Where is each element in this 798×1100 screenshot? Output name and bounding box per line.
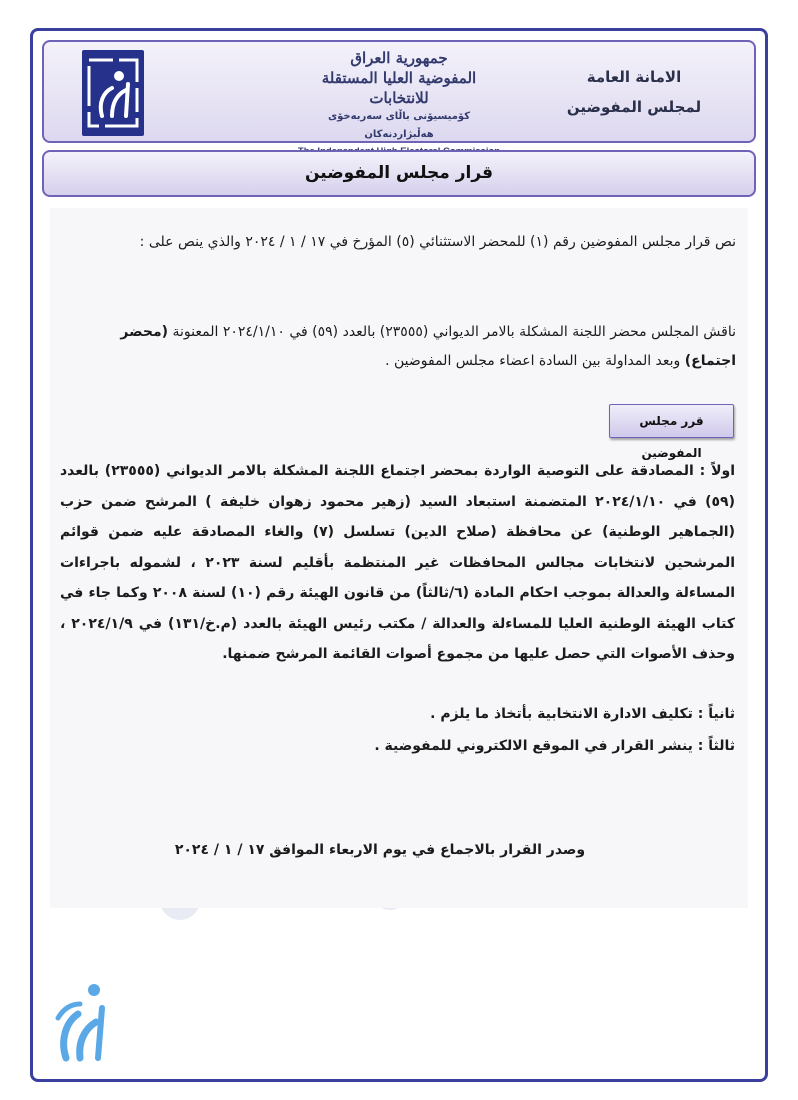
org-arabic-line-1: جمهورية العراق (350, 49, 448, 67)
meeting-minutes-label: (محضر اجتماع) (120, 324, 736, 369)
document-title: قرار مجلس المفوضين (42, 150, 756, 197)
issued-statement: وصدر القرار بالاجماع في يوم الاربعاء الموافق ١٧ / ١ / ٢٠٢٤ (174, 842, 586, 858)
decision-item-third: ثالثاً : ينشر القرار في الموقع الالكتروني للمفوضية . (374, 738, 735, 754)
decision-label: قرر مجلس المفوضين (609, 404, 734, 438)
discussion-paragraph (66, 318, 736, 376)
organization-name (294, 48, 504, 160)
ihec-emblem-icon (54, 978, 112, 1064)
department-line-1: الامانة العامة (586, 68, 682, 86)
decision-item-first: اولاً : المصادقة على التوصية الواردة بمحضر اجتماع اللجنة المشكلة بالامر الديواني (٢٣٥٥٥) بالعدد (٥٩) في ٢٠٢٤/١/١٠ المتضمنة استبعاد السيد (زهير محمود زهوان خليفة ) المرشح ضمن حزب (الجماهير الوطنية) عن محافظة (صلاح الدين) تسلسل (٧) والغاء المصادقة عليه ضمن قوائم المرشحين لانتخابات مجالس المحافظات غير المنتظمة بأقليم لسنة ٢٠٢٣ ، لشموله باجراءات المساءلة والعدالة بموجب احكام المادة (٦/ثالثاً) من قانون الهيئة رقم (١٠) لسنة ٢٠٠٨ وكما جاء في كتاب الهيئة الوطنية العليا للمساءلة والعدالة / مكتب رئيس الهيئة بالعدد (م.خ/١٣١) في ٢٠٢٤/١/٩ ، وحذف الأصوات التي حصل عليها من مجموع أصوات القائمة المرشح ضمنها. (60, 463, 736, 662)
org-kurdish-name: كۆمیسیۆنی باڵای سەربەخۆی هەڵبژاردنەكان (327, 111, 471, 140)
department-line-2: لمجلس المفوضين (566, 98, 702, 116)
decision-item-second: ثانياً : تكليف الادارة الانتخابية بأتخاذ ما يلزم . (430, 706, 735, 722)
discussion-text-2: وبعد المداولة بين السادة اعضاء مجلس المفوضين . (385, 353, 685, 369)
intro-paragraph: نص قرار مجلس المفوضين رقم (١) للمحضر الاستثنائي (٥) المؤرخ في ١٧ / ١ / ٢٠٢٤ والذي ينص على : (139, 234, 736, 250)
department-name (554, 62, 714, 122)
ihec-logo-icon (82, 50, 144, 136)
discussion-text-1: ناقش المجلس محضر اللجنة المشكلة بالامر الديواني (٢٣٥٥٥) بالعدد (٥٩) في ٢٠٢٤/١/١٠ المعنونة (172, 324, 736, 340)
letterhead (42, 40, 756, 143)
org-arabic-line-2: المفوضية العليا المستقلة للانتخابات (321, 69, 477, 107)
